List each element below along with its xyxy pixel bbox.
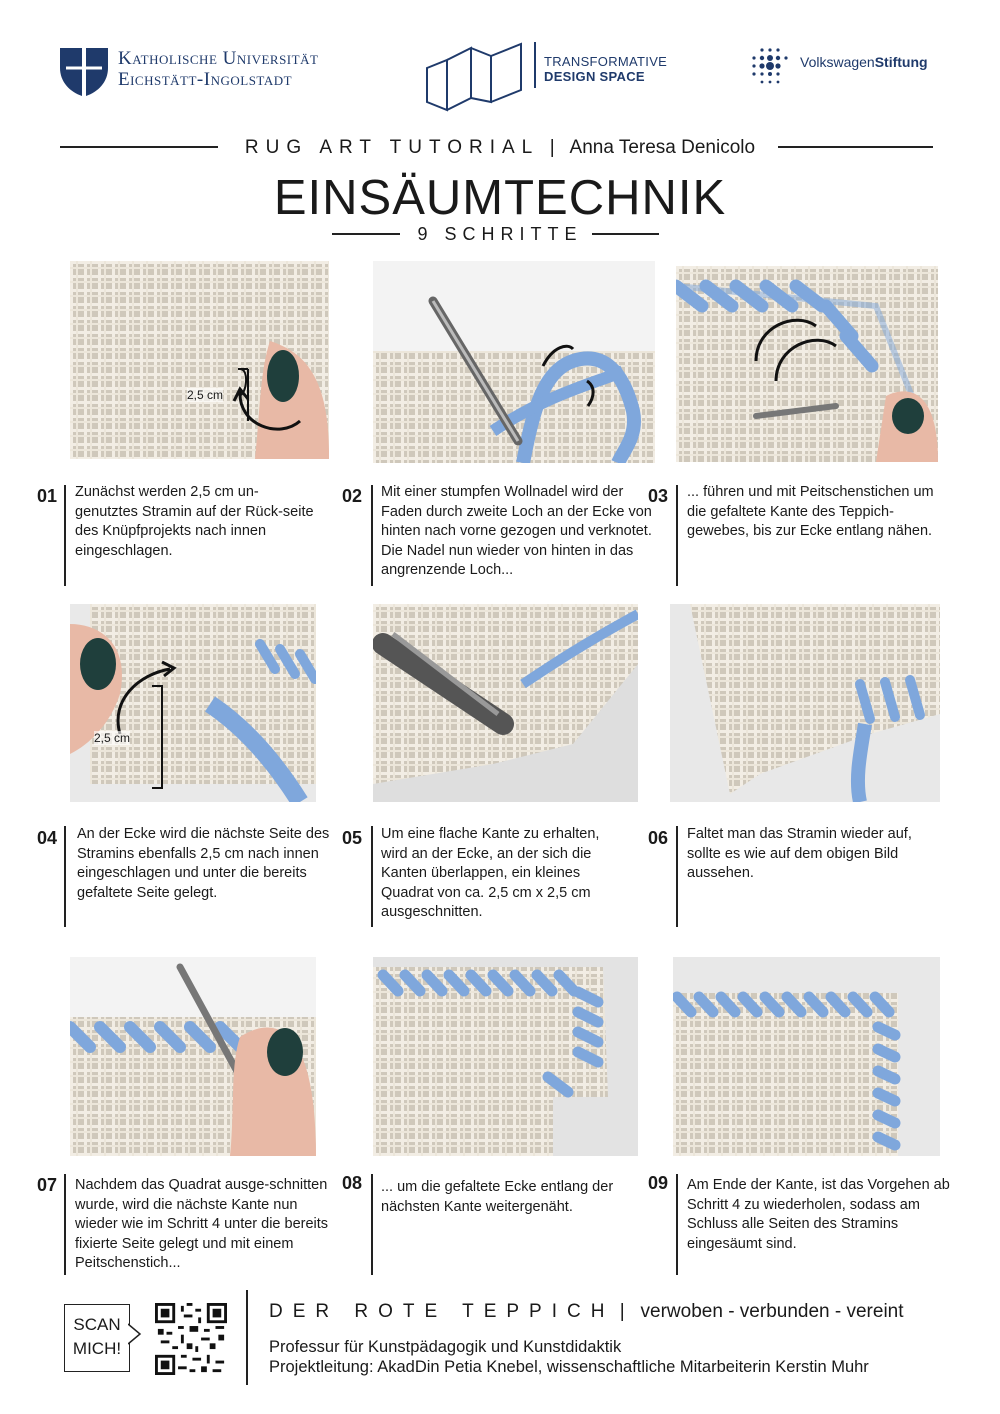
- step-01-number: 01: [37, 486, 58, 506]
- step-09-number: 09: [648, 1173, 669, 1193]
- step-01-photo: [70, 261, 329, 459]
- step-02-text: Mit einer stumpfen Wollnadel wird der Faden durch zweite Loch an der Ecke von hinten nach vorne gezogen und verknotet. Die Nadel nun wieder von hinten in das angrenzende Loch...: [381, 484, 652, 579]
- ku-line1: Katholische Universität: [118, 48, 319, 69]
- footer-project-motto: verwoben - verbunden - vereint: [640, 1301, 904, 1322]
- step-07-photo: [70, 957, 316, 1156]
- step-01-text: Zunächst werden 2,5 cm un-genutztes Stramin auf der Rück-seite des Knüpfprojekts nach innen eingeschlagen.: [75, 484, 314, 559]
- subtitle: [0, 137, 1000, 159]
- vw-wordmark: [800, 54, 928, 70]
- scan-me-box: [64, 1304, 130, 1372]
- transformative-design-space-logo-icon: [425, 40, 525, 112]
- ku-logo-icon: [58, 46, 110, 98]
- step-04-text: An der Ecke wird die nächste Seite des Stramins ebenfalls 2,5 cm nach innen eingeschlagen und unter die bereits gefaltete Seite gelegt.: [77, 826, 330, 901]
- step-05-number: 05: [342, 828, 363, 848]
- step-02-divider: [371, 485, 373, 586]
- step-07-number: 07: [37, 1175, 58, 1195]
- step-06-photo: [670, 604, 940, 802]
- ku-wordmark: [118, 48, 318, 90]
- step-08-text: ... um die gefaltete Ecke entlang der nächsten Kante weitergenäht.: [381, 1179, 614, 1215]
- step-08-photo: [373, 957, 638, 1156]
- step-06-text: Faltet man das Stramin wieder auf, sollte es wie auf dem obigen Bild aussehen.: [687, 826, 912, 882]
- scan-arrow-icon: [128, 1322, 142, 1346]
- subtitle-author: Anna Teresa Denicolo: [569, 137, 756, 158]
- scan-line2: MICH!: [72, 1339, 122, 1358]
- step-09-text: Am Ende der Kante, ist das Vorgehen ab Schritt 4 zu wiederholen, sodass am Schluss alle Seiten des Stramins eingesäumt sind.: [687, 1177, 950, 1252]
- step-02-number: 02: [342, 486, 363, 506]
- footer-divider: [246, 1290, 248, 1385]
- step-04-photo-label: 2,5 cm: [94, 731, 131, 745]
- tds-wordmark: [544, 54, 667, 84]
- step-03-divider: [676, 485, 678, 586]
- step-05-text: Um eine flache Kante zu erhalten, wird an der Ecke, an der sich die Kanten überlappen, ein kleines Quadrat von ca. 2,5 cm x 2,5 cm ausgeschnitten.: [381, 826, 600, 921]
- step-03-number: 03: [648, 486, 669, 506]
- footer-project-separator: |: [619, 1301, 625, 1322]
- steps-label: 9 SCHRITTE: [417, 224, 583, 244]
- vw-name-a: Volkswagen: [800, 54, 875, 70]
- step-01-photo-label: 2,5 cm: [187, 388, 224, 402]
- step-02-photo: [373, 261, 655, 463]
- step-07-divider: [64, 1174, 66, 1275]
- step-07-text: Nachdem das Quadrat ausge-schnitten wurde, wird die nächste Kante nun wieder wie im Schritt 4 unter die bereits fixierte Seite gelegt und mit einem Peitschenstich...: [75, 1177, 329, 1272]
- step-06-divider: [676, 826, 678, 927]
- step-05-divider: [371, 826, 373, 927]
- subtitle-series: RUG ART TUTORIAL: [244, 137, 540, 158]
- step-09-divider: [676, 1174, 678, 1275]
- volkswagen-stiftung-logo-icon: [748, 46, 792, 86]
- step-08-number: 08: [342, 1173, 363, 1193]
- footer-lead: Projektleitung: AkadDin Petia Knebel, wissenschaftliche Mitarbeiterin Kerstin Muhr: [269, 1357, 869, 1376]
- qr-code-icon[interactable]: [155, 1303, 227, 1375]
- ku-line2: Eichstätt-Ingolstadt: [118, 69, 293, 90]
- tds-line1: TRANSFORMATIVE: [544, 54, 668, 69]
- step-09-photo: [673, 957, 940, 1156]
- step-06-number: 06: [648, 828, 669, 848]
- step-05-photo: [373, 604, 638, 802]
- step-04-number: 04: [37, 828, 58, 848]
- step-04-photo: [70, 604, 316, 802]
- step-01-divider: [64, 485, 66, 586]
- subtitle-separator: |: [549, 137, 555, 158]
- step-04-divider: [64, 826, 66, 927]
- scan-line1: SCAN: [73, 1315, 121, 1334]
- footer-project-line: [269, 1301, 904, 1323]
- step-08-divider: [371, 1174, 373, 1275]
- step-03-text: ... führen und mit Peitschenstichen um die gefaltete Kante des Teppich-gewebes, bis zur Ecke entlang nähen.: [687, 484, 934, 540]
- footer-chair: Professur für Kunstpädagogik und Kunstdidaktik: [269, 1338, 622, 1356]
- step-03-photo: [676, 266, 938, 462]
- footer-credits: [269, 1338, 869, 1377]
- page-title: EINSÄUMTECHNIK: [273, 171, 727, 225]
- tds-line2: DESIGN SPACE: [544, 69, 645, 84]
- tds-divider: [534, 42, 536, 88]
- vw-name-b: Stiftung: [874, 54, 928, 70]
- footer-project-name: DER ROTE TEPPICH: [269, 1301, 615, 1322]
